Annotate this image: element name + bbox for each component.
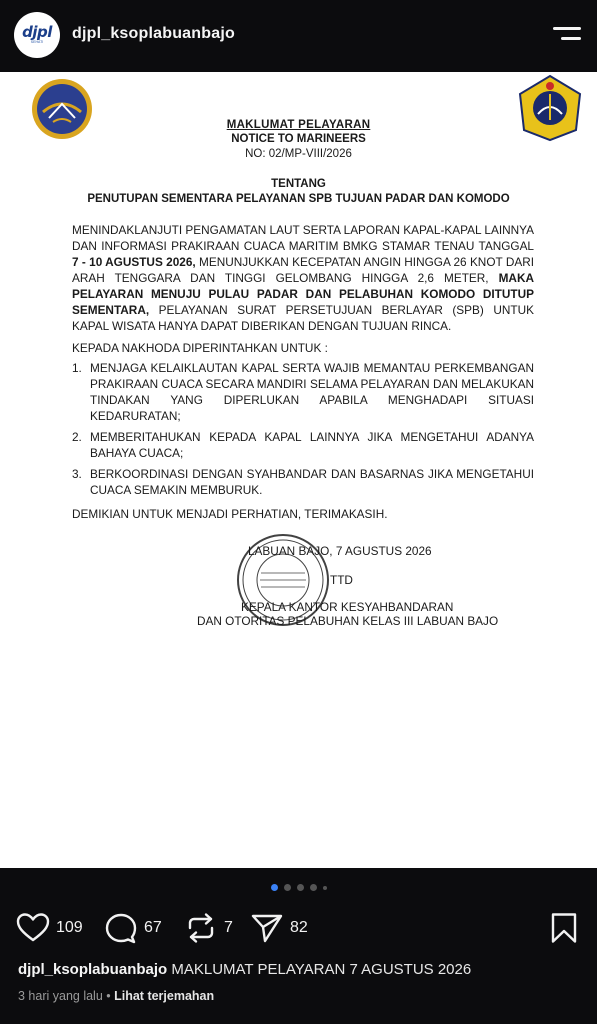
see-translation-link[interactable]: Lihat terjemahan (114, 989, 215, 1003)
document-instruction-list (72, 360, 534, 502)
carousel-dot (284, 884, 291, 891)
carousel-dot (323, 886, 327, 890)
carousel-dot (310, 884, 317, 891)
signature-ttd: TTD (330, 573, 353, 587)
like-button[interactable] (16, 912, 83, 944)
document-paragraph-2: KEPADA NAKHODA DIPERINTAHKAN UNTUK : (72, 341, 328, 355)
meta-separator: • (102, 989, 115, 1003)
carousel-indicator (0, 884, 597, 891)
document-number: NO: 02/MP-VIII/2026 (245, 148, 352, 160)
signature-title-2: DAN OTORITAS PELABUHAN KELAS III LABUAN BAJO (197, 614, 499, 628)
heart-icon (16, 912, 50, 944)
comment-icon (104, 912, 138, 944)
avatar-logo-text: djpl (22, 23, 52, 41)
document-subtitle: NOTICE TO MARINEERS (231, 133, 366, 145)
document-heading: PENUTUPAN SEMENTARA PELAYANAN SPB TUJUAN PADAR DAN KOMODO (87, 193, 510, 205)
document-closing: DEMIKIAN UNTUK MENJADI PERHATIAN, TERIMAKASIH. (72, 507, 388, 521)
repost-button[interactable] (184, 912, 233, 944)
harbor-authority-emblem-icon (516, 74, 584, 142)
comment-button[interactable] (104, 912, 162, 944)
list-item: 2. MEMBERITAHUKAN KEPADA KAPAL LAINNYA JIKA MENGETAHUI ADANYA BAHAYA CUACA; (72, 430, 534, 460)
caption-text: MAKLUMAT PELAYARAN 7 AGUSTUS 2026 (167, 961, 472, 978)
repost-count: 7 (224, 919, 233, 936)
post-timestamp: 3 hari yang lalu (18, 989, 103, 1003)
carousel-dot (297, 884, 304, 891)
post-caption (18, 961, 588, 978)
post-header (0, 0, 597, 72)
action-bar (0, 908, 597, 948)
share-count: 82 (290, 919, 308, 936)
like-count: 109 (56, 919, 83, 936)
menu-icon[interactable] (553, 24, 581, 44)
signature-place-date: LABUAN BAJO, 7 AGUSTUS 2026 (248, 544, 432, 558)
avatar[interactable] (14, 12, 60, 58)
post-meta (18, 989, 214, 1003)
document-title: MAKLUMAT PELAYARAN (226, 119, 371, 131)
send-icon (250, 912, 284, 944)
avatar-logo-subtext: SEHATI (30, 40, 44, 44)
document-tentang: TENTANG (271, 178, 326, 190)
list-item: 3. BERKOORDINASI DENGAN SYAHBANDAR DAN BASARNAS JIKA MENGETAHUI CUACA SEMAKIN MEMBURUK. (72, 467, 534, 497)
document-paragraph-1: MENINDAKLANJUTI PENGAMATAN LAUT SERTA LAPORAN KAPAL-KAPAL LAINNYA DAN INFORMASI PRAKIRAAN CUACA MARITIM BMKG STAMAR TENAU TANGGAL 7 - 10 AGUSTUS 2026, MENUNJUKKAN KECEPATAN ANGIN HINGGA 26 KNOT DARI ARAH TENGGARA DAN TINGGI GELOMBANG HINGGA 2,6 METER, MAKA PELAYARAN MENUJU PULAU PADAR DAN PELABUHAN KOMODO DITUTUP SEMENTARA, PELAYANAN SURAT PERSETUJUAN BERLAYAR (SPB) UNTUK KAPAL WISATA HANYA DAPAT DIBERIKAN DENGAN TUJUAN RINCA. (72, 223, 535, 333)
list-item: 1. MENJAGA KELAIKLAUTAN KAPAL SERTA WAJIB MEMANTAU PERKEMBANGAN PRAKIRAAN CUACA SECARA MANDIRI SELAMA PELAYARAN DAN MELAKUKAN TINDAKAN YANG DIPERLUKAN APABILA MENGHADAPI SITUASI KEDARURATAN; (72, 361, 534, 423)
comment-count: 67 (144, 919, 162, 936)
repost-icon (184, 912, 218, 944)
bookmark-icon[interactable] (547, 912, 581, 944)
signature-title-1: KEPALA KANTOR KESYAHBANDARAN (241, 600, 454, 614)
share-button[interactable] (250, 912, 308, 944)
caption-username[interactable]: djpl_ksoplabuanbajo (18, 961, 168, 978)
username[interactable]: djpl_ksoplabuanbajo (72, 25, 235, 42)
post-image-document[interactable] (0, 72, 597, 868)
carousel-dot (271, 884, 278, 891)
